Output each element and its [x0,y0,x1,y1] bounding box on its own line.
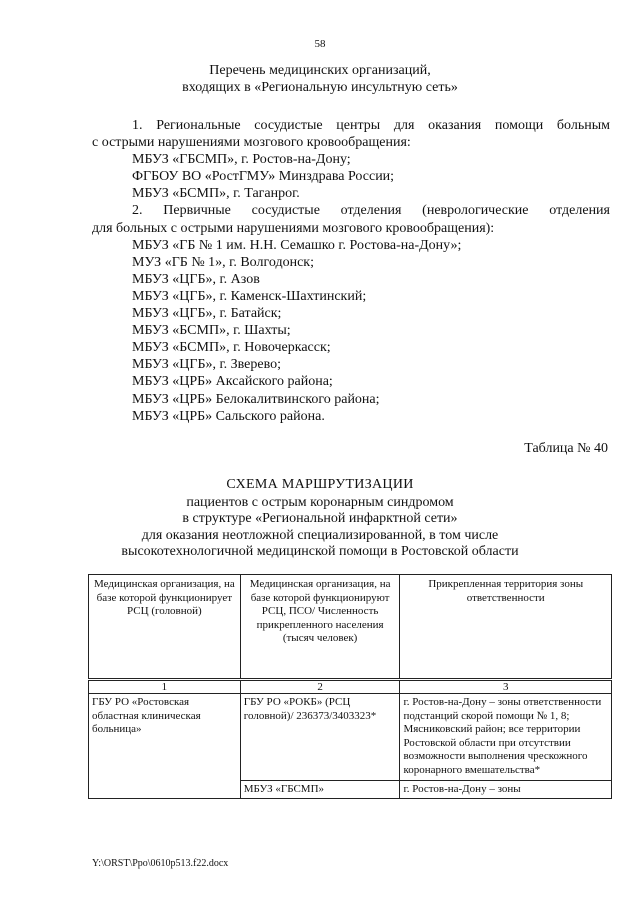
column-number-row [89,680,612,694]
file-path-footer: Y:\ORST\Ppo\0610p513.f22.docx [92,858,229,869]
scheme-heading [0,477,640,561]
list-item: МБУЗ «ЦГБ», г. Батайск; [132,306,282,322]
column-header: Прикрепленная территория зоны ответственности [400,575,612,680]
heading-line-2: входящих в «Региональную инсультную сеть» [182,80,458,95]
scheme-subtitle-line: пациентов с острым коронарным синдромом [186,494,454,510]
list-item: ФГБОУ ВО «РостГМУ» Минздрава России; [132,169,395,185]
list-item: МБУЗ «БСМП», г. Таганрог. [132,186,300,202]
page-number: 58 [314,38,326,50]
section-2-intro-cont: для больных с острыми нарушениями мозгового кровообращения): [92,220,495,236]
list-item: МБУЗ «ГБ № 1 им. Н.Н. Семашко г. Ростова-на-Дону»; [132,237,462,253]
list-item: МБУЗ «ЦГБ», г. Каменск-Шахтинский; [132,288,367,304]
heading-line-1: Перечень медицинских организаций, [209,63,431,78]
column-header: Медицинская организация, на базе которой функционируют РСЦ, ПСО/ Численность прикрепленного населения (тысяч человек) [240,575,400,680]
table-number: Таблица № 40 [524,441,608,456]
scheme-title: СХЕМА МАРШРУТИЗАЦИИ [226,477,414,492]
table-cell: МБУЗ «ГБСМП» [240,780,400,799]
organization-list [92,117,610,425]
routing-table [88,574,612,799]
column-header: Медицинская организация, на базе которой функционирует РСЦ (головной) [89,575,241,680]
section-2-intro: 2. Первичные сосудистые отделения (неврологические отделения [132,203,610,219]
scheme-subtitle-line: для оказания неотложной специализированной, в том числе [141,527,499,543]
table-row [89,694,612,781]
list-item: МБУЗ «ЦРБ» Сальского района. [132,408,325,424]
section-1-intro-cont: с острыми нарушениями мозгового кровообращения: [92,135,411,151]
table-cell: г. Ростов-на-Дону – зоны [400,780,612,799]
scheme-subtitle-line: в структуре «Региональной инфарктной сети» [182,511,458,526]
column-number: 1 [89,680,241,694]
table-header-row [89,575,612,680]
scheme-subtitle-line: высокотехнологичной медицинской помощи в Ростовской области [121,544,519,559]
list-heading [0,62,640,96]
list-item: МБУЗ «ГБСМП», г. Ростов-на-Дону; [132,152,351,168]
section-1-intro: 1. Региональные сосудистые центры для оказания помощи больным [132,118,610,133]
table-cell: ГБУ РО «РОКБ» (РСЦ головной)/ 236373/3403323* [240,694,400,781]
list-item: МБУЗ «БСМП», г. Новочеркасск; [132,340,331,356]
table-cell: ГБУ РО «Ростовская областная клиническая больница» [89,694,241,799]
list-item: МБУЗ «БСМП», г. Шахты; [132,323,291,339]
list-item: МБУЗ «ЦРБ» Белокалитвинского района; [132,391,380,407]
list-item: МБУЗ «ЦГБ», г. Азов [132,271,260,287]
column-number: 2 [240,680,400,694]
list-item: МБУЗ «ЦРБ» Аксайского района; [132,374,333,390]
list-item: МУЗ «ГБ № 1», г. Волгодонск; [132,254,314,270]
list-item: МБУЗ «ЦГБ», г. Зверево; [132,357,282,373]
table-cell: г. Ростов-на-Дону – зоны ответственности подстанций скорой помощи № 1, 8; Мясниковский район; все территории Ростовской области при отсутствии возможности выполнения чрескожного коронарного вмешательства* [400,694,612,781]
column-number: 3 [400,680,612,694]
